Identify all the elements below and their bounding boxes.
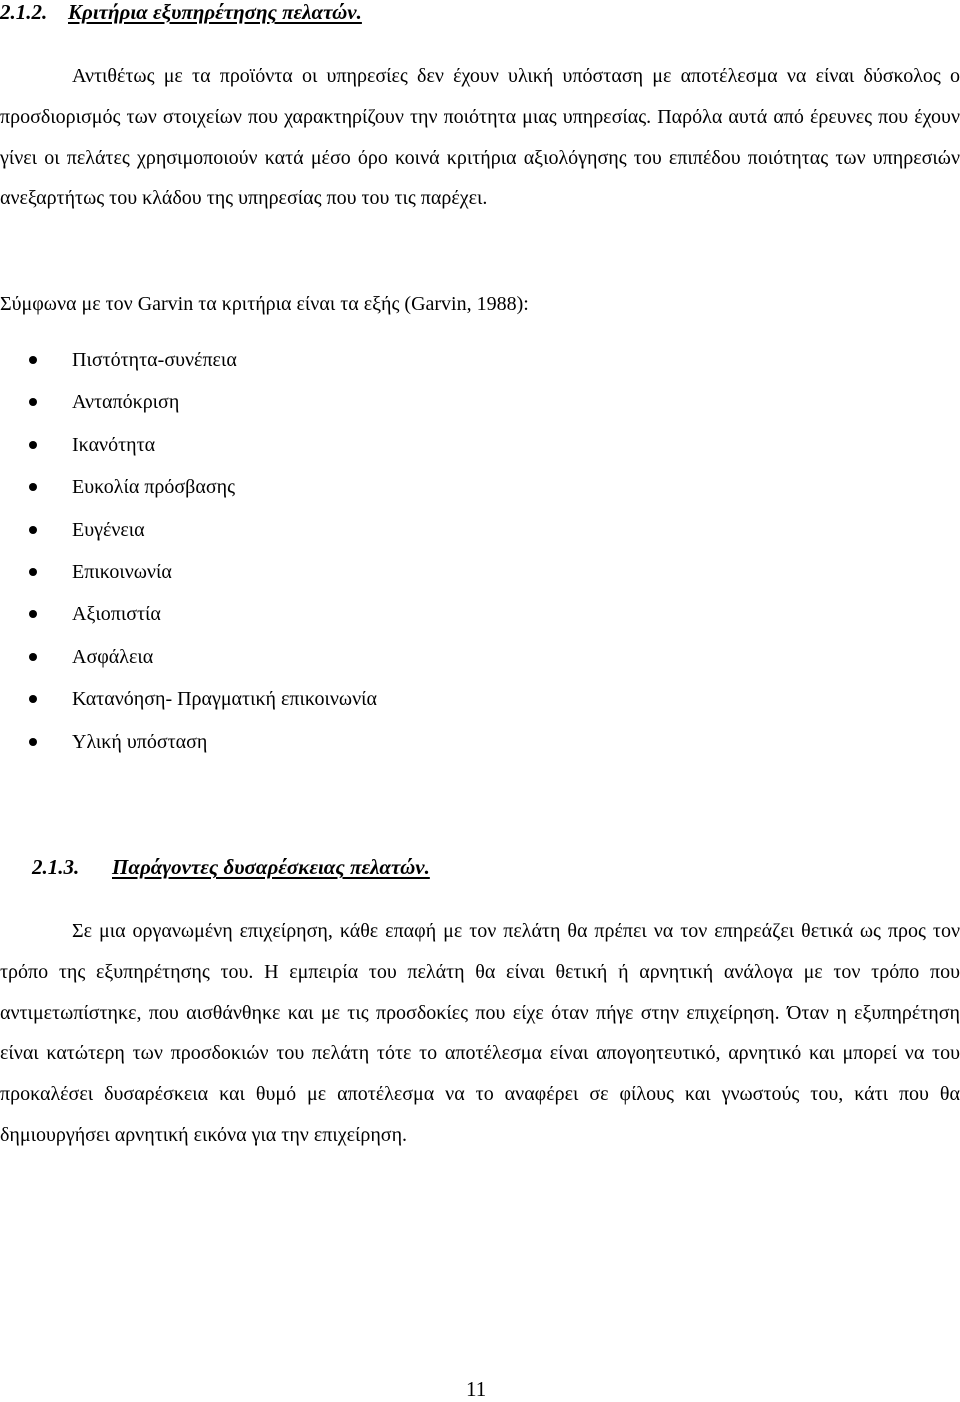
criteria-list	[0, 339, 377, 763]
list-item	[0, 551, 377, 593]
list-item	[0, 721, 377, 763]
bullet-icon	[29, 356, 37, 364]
section-number: 2.1.3.	[32, 855, 80, 879]
section-heading-2-1-2	[0, 0, 362, 24]
criterion-label: Επικοινωνία	[72, 560, 172, 583]
criterion-label: Ευκολία πρόσβασης	[72, 476, 235, 499]
bullet-icon	[29, 653, 37, 661]
criterion-label: Αξιοπιστία	[72, 603, 161, 626]
customer-dissatisfaction-paragraph: Σε μια οργανωμένη επιχείρηση, κάθε επαφή με τον πελάτη θα πρέπει να τον επηρεάζει θετικά ως προς τον τρόπο της εξυπηρέτησης του. Η εμπειρία του πελάτη θα είναι θετική ή αρνητική ανάλογα με τον τρόπο που αντιμετωπίστηκε, που αισθάνθηκε και με τις προσδοκίες που είχε όταν πήγε στην επιχείρηση. Όταν η εξυπηρέτηση είναι κατώτερη των προσδοκιών του πελάτη τότε το αποτέλεσμα είναι απογοητευτικό, αρνητικό και μπορεί να του προκαλέσει δυσαρέσκεια και θυμό με αποτέλεσμα να το αναφέρει σε φίλους και γνωστούς του, κάτι που θα δημιουργήσει αρνητική εικόνα για την επιχείρηση.	[0, 920, 960, 1146]
criterion-label: Ικανότητα	[72, 433, 156, 456]
bullet-icon	[29, 526, 37, 534]
list-item	[0, 636, 377, 678]
bullet-icon	[29, 610, 37, 618]
list-item	[0, 593, 377, 635]
criterion-label: Ασφάλεια	[72, 645, 154, 668]
criterion-label: Κατανόηση- Πραγματική επικοινωνία	[72, 688, 377, 711]
bullet-icon	[29, 441, 37, 449]
section-heading-2-1-3	[32, 855, 430, 879]
criterion-label: Υλική υπόσταση	[72, 730, 208, 753]
section-title: Κριτήρια εξυπηρέτησης πελατών.	[68, 0, 362, 24]
criterion-label: Πιστότητα-συνέπεια	[72, 349, 237, 371]
bullet-icon	[29, 738, 37, 746]
bullet-icon	[29, 568, 37, 576]
list-item	[0, 381, 377, 423]
list-item	[0, 509, 377, 551]
section-title: Παράγοντες δυσαρέσκειας πελατών.	[112, 855, 430, 879]
criterion-label: Ευγένεια	[72, 518, 145, 541]
garvin-intro-sentence: Σύμφωνα με τον Garvin τα κριτήρια είναι τα εξής (Garvin, 1988):	[0, 293, 529, 315]
list-item	[0, 678, 377, 720]
criterion-label: Ανταπόκριση	[72, 391, 180, 414]
bullet-icon	[29, 398, 37, 406]
list-item	[0, 424, 377, 466]
page-number: 11	[466, 1377, 487, 1401]
bullet-icon	[29, 483, 37, 491]
bullet-icon	[29, 695, 37, 703]
section-number: 2.1.2.	[0, 0, 48, 24]
list-item	[0, 466, 377, 508]
list-item	[0, 339, 377, 381]
service-criteria-paragraph: Αντιθέτως με τα προϊόντα οι υπηρεσίες δεν έχουν υλική υπόσταση με αποτέλεσμα να είναι δύσκολος ο προσδιορισμός των στοιχείων που χαρακτηρίζουν την ποιότητα μιας υπηρεσίας. Παρόλα αυτά από έρευνες που έχουν γίνει οι πελάτες χρησιμοποιούν κατά μέσο όρο κοινά κριτήρια αξιολόγησης του επιπέδου ποιότητας των υπηρεσιών ανεξαρτήτως του κλάδου της υπηρεσίας που του τις παρέχει.	[0, 65, 960, 210]
